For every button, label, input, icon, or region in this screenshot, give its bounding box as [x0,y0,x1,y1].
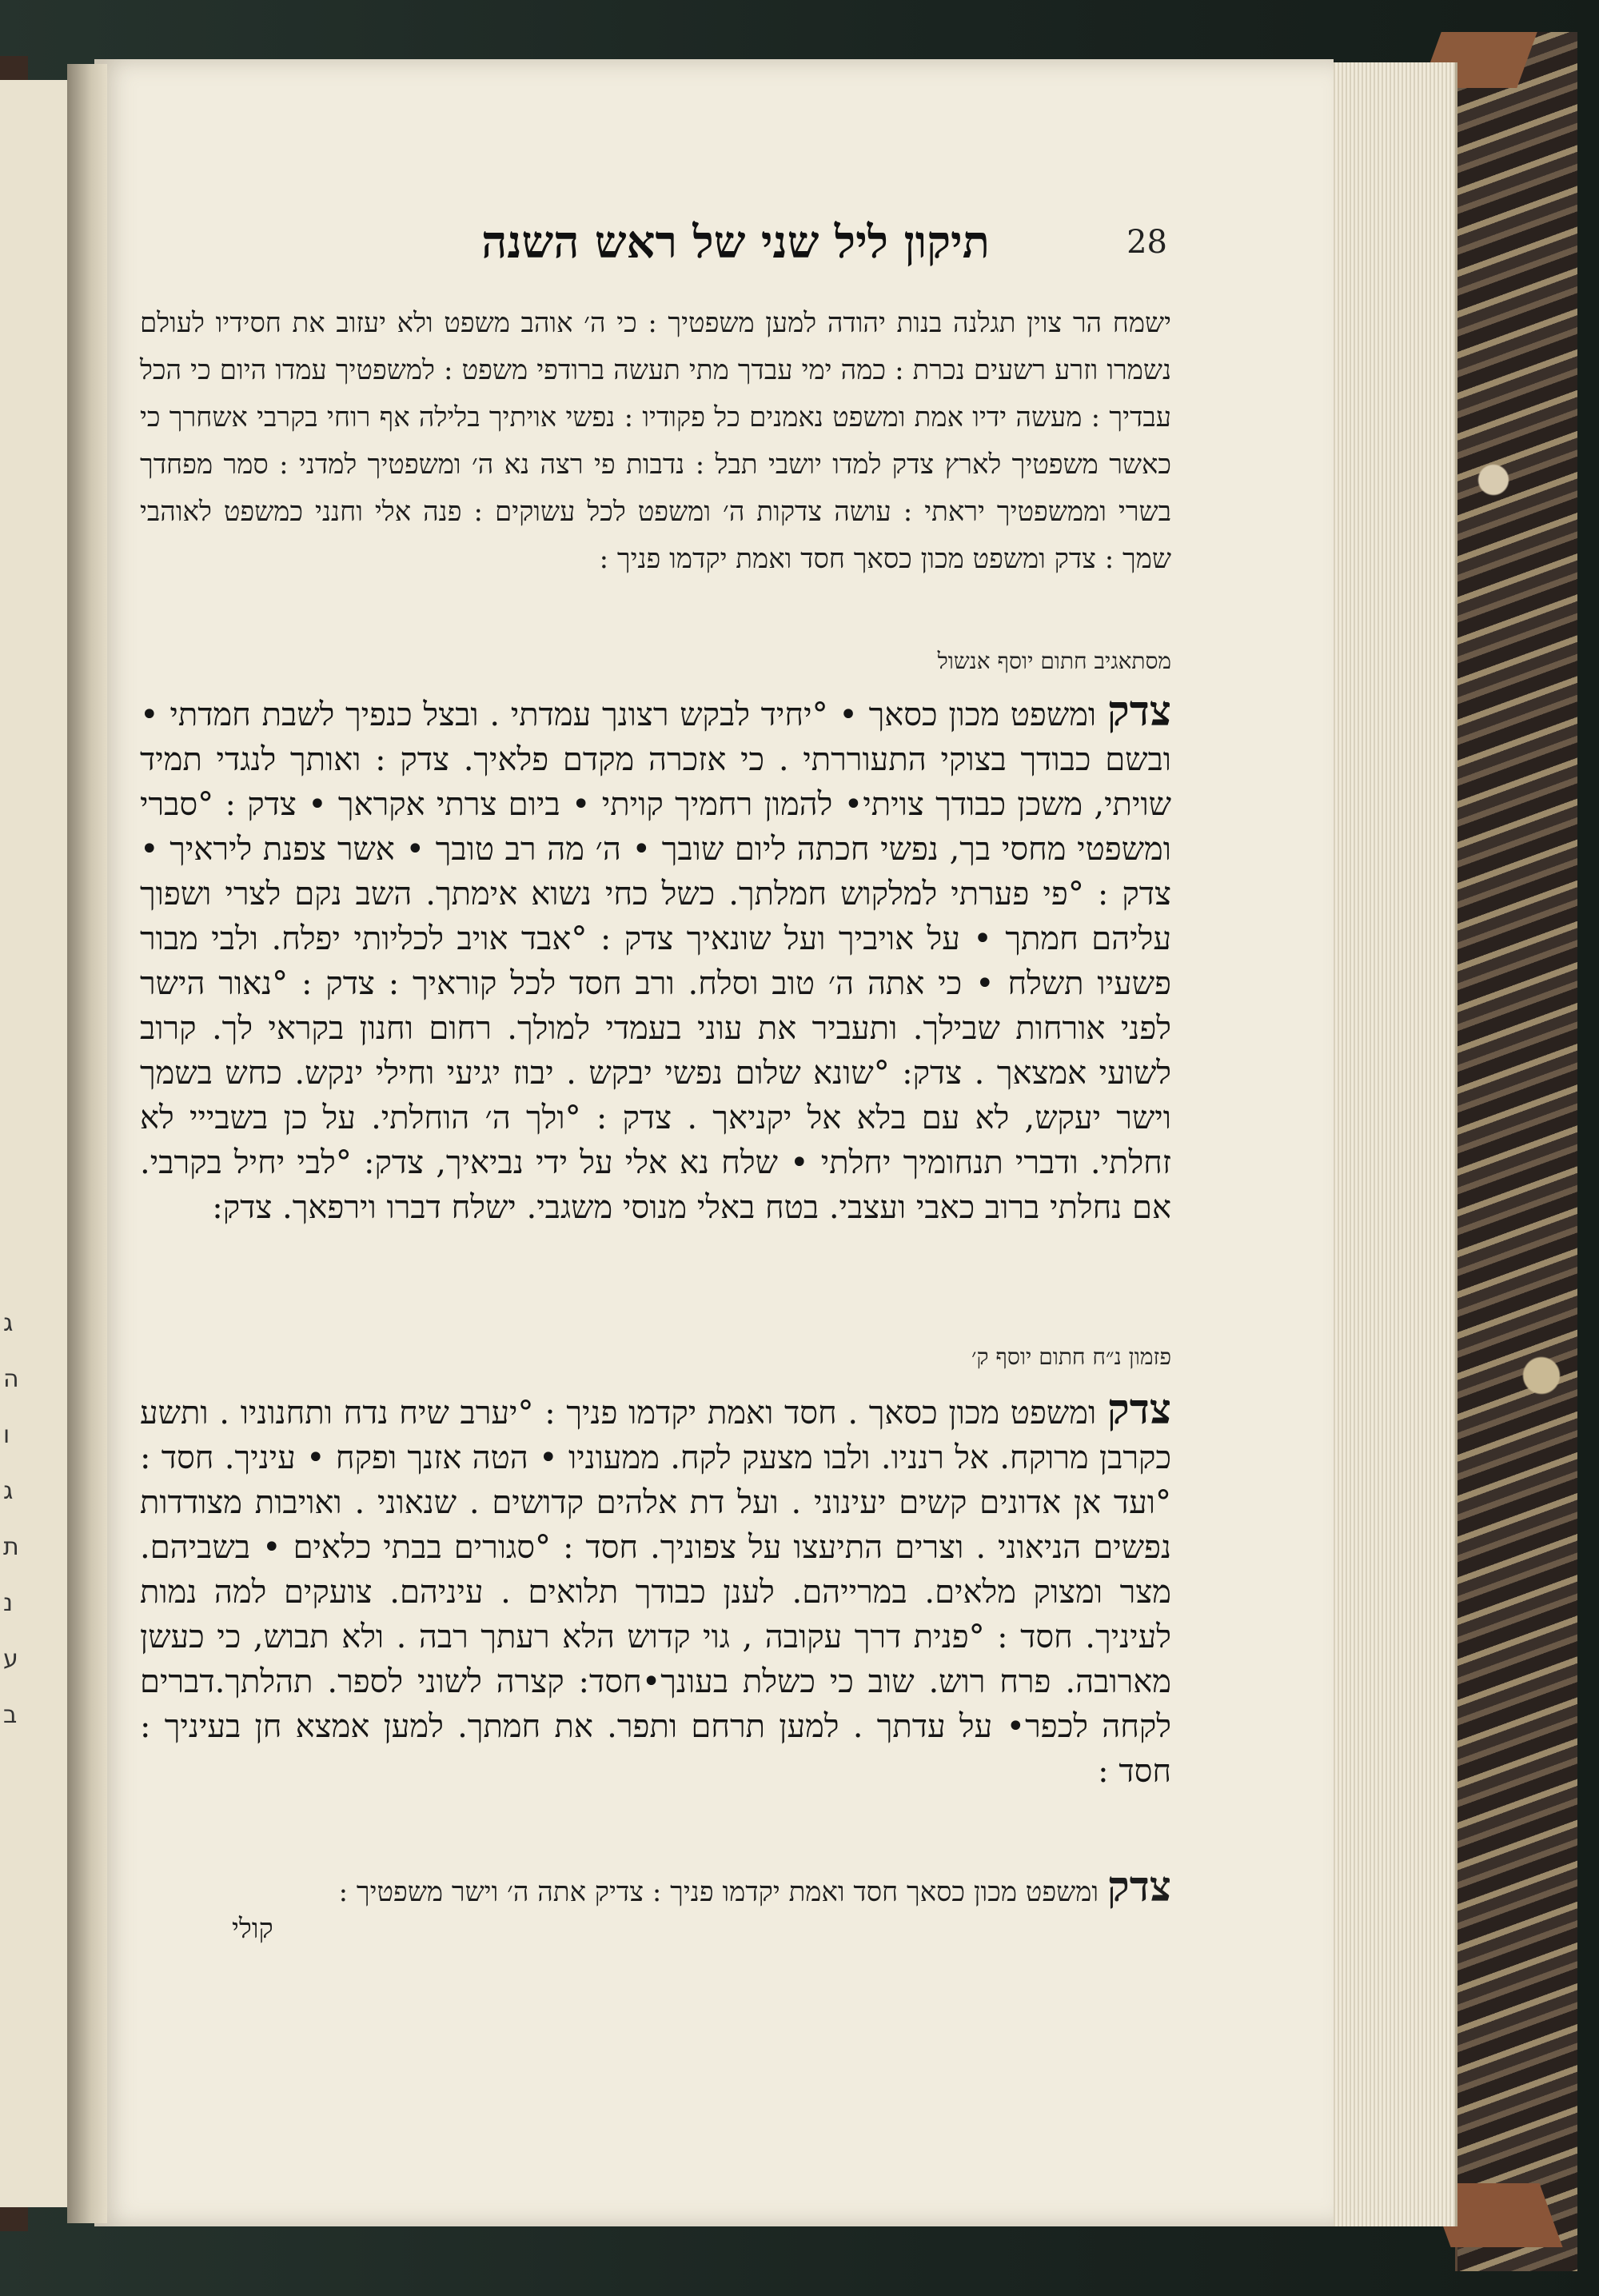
page-block-edges [1331,62,1457,2226]
poem-2-lead-word: צדק [1107,1385,1171,1434]
poem-2-heading: פזמון נ״ח חתום יוסף ק׳ [971,1344,1171,1370]
poem-1-lead-word: צדק [1107,687,1171,736]
closing-verse [140,1863,1171,1916]
closing-last-word: קולי [232,1913,273,1945]
poem-2-body [140,1385,1171,1794]
opening-psalm-verses: ישמח הר צוין תגלנה בנות יהודה למען משפטיך : כי ה׳ אוהב משפט ולא יעזוב את חסידיו לעולם נשמרו וזרע רשעים נכרת : כמה ימי עבדך מתי תעשה ברודפי משפט : למשפטיך עמדו היום כי הכל עבדיך : מעשה ידיו אמת ומשפט נאמנים כל פקודיו : נפשי אויתיך בלילה אף רוחי בקרבי אשחרך כי כאשר משפטיך לארץ צדק למדו יושבי תבל : נדבות פי רצה נא ה׳ ומשפטיך למדני : סמר מפחדך בשרי וממשפטיך יראתי : עושה צדקות ה׳ ומשפט לכל עשוקים : פנה אלי וחנני כמשפט לאוהבי שמך : צדק ומשפט מכון כסאך חסד ואמת יקדמו פניך : [140,307,1171,575]
closing-lead-word: צדק [1107,1863,1171,1911]
page-gutter [67,64,107,2223]
left-facing-page [0,80,75,2207]
left-page-margin-text: ג ה ו ג ת נ ע ב [3,1309,19,1729]
running-title: תיקון ליל שני של ראש השנה [481,216,990,269]
poem-2-text: ומשפט מכון כסאך . חסד ואמת יקדמו פניך : °יערב שיח נדח ותחנוניו . ותשע כקרבן מרוקח. אל רנניו. ולבו מצעק לקח. ממעוניו • הטה אזנך ופקח • עיניך. חסד : °ועד אן אדונים קשים יעינוני . ועל דת אלהים קדושים . שנאוני . ואויבות מצודדות נפשים הניאוני . וצרים התיעצו על צפוניך. חסד : °סגורים בבתי כלאים • בשביהם. מצר ומצוק מלאים. במרייהם. לענן כבודך תלואים . עיניהם. צועקים למה נמות לעיניך. חסד : °פנית דרך עקובה , גוי קדוש הלא רעתך רבה . ולא תבוש, כי כעשן מארובה. פרח רוש. שוב כי כשלת בעונך•חסד: קצרה לשוני לספר. תהלתך.דברים לקחה לכפר• על עדתך . למען תרחם ותפר. את חמתך. למען אמצא חן בעיניך : חסד : [140,1395,1171,1790]
poem-1-body [140,689,1171,1230]
poem-1-heading: מסתאגיב חתום יוסף אנשול [937,648,1171,674]
page-number: 28 [1126,224,1167,261]
page-header [376,216,1167,280]
marbled-back-cover [1455,32,1577,2271]
poem-1-text: ומשפט מכון כסאך • °יחיד לבקש רצונך עמדתי . ובצל כנפיך לשבת חמדתי • ובשם כבודך בצוקי התעוררתי . כי אזכרה מקדם פלאיך. צדק : ואותך לנגדי תמיד שויתי, משכן כבודך צויתי• להמון רחמיך קויתי • ביום צרתי אקראך • צדק : °סברי ומשפטי מחסי בך, נפשי חכתה ליום שובך • ה׳ מה רב טובך • אשר צפנת ליראיך • צדק : °פי פערתי למלקוש חמלתך. כשל כחי נשוא אימתך. השב נקם לצרי ושפוך עליהם חמתך • על אויביך ועל שונאיך צדק : °אבד אויב לכליותי יפלח. ולבי מבור פשעיו תשלח • כי אתה ה׳ טוב וסלח. ורב חסד לכל קוראיך : צדק : °נאור הישר לפני אורחות שבילך. ותעביר את עוני בעמדי למולך. רחום וחנון בקראי לך. קרוב לשועי אמצאך . צדק: °שונא שלום נפשי יבקש . יבוז יגיעי וחילי ינקש. כחש בשמך וישר יעקש, לא עם בלא אל יקניאך . צדק : °ולך ה׳ הוחלתי. על כן בשבייי לא זחלתי. ודברי תנחומיך יחלתי • שלח נא אלי על ידי נביאיך, צדק: °לבי יחיל בקרבי. אם נחלתי ברוב כאבי ועצבי. בטח באלי מנוסי משגבי. ישלח דברו וירפאך. צדק: [140,697,1171,1226]
closing-text: ומשפט מכון כסאך חסד ואמת יקדמו פניך : צדיק אתה ה׳ וישר משפטיך : [338,1876,1099,1908]
